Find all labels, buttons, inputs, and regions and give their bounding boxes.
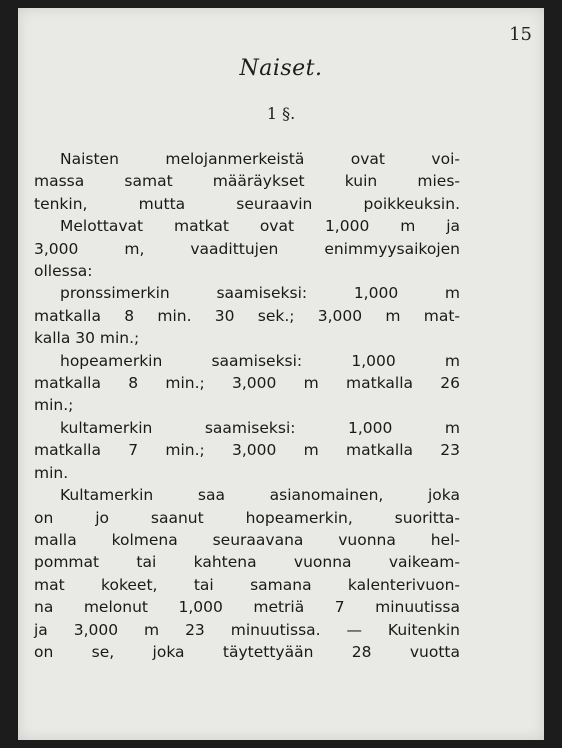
text-line: pronssimerkin saamiseksi: 1,000 m [60,284,460,303]
text-line: Kultamerkin saa asianomainen, joka [60,486,460,505]
page-number: 15 [509,24,532,45]
text-line: hopeamerkin saamiseksi: 1,000 m [60,351,460,370]
text-line: matkalla 8 min.; 3,000 m matkalla 26 [34,374,460,393]
text-line: na melonut 1,000 metriä 7 minuutissa [34,598,460,617]
text-line: ollessa: [34,262,93,281]
book-page [18,8,544,740]
text-line: Naisten melojanmerkeistä ovat voi- [60,150,460,168]
text-line: on jo saanut hopeamerkin, suoritta- [34,508,460,527]
section-heading: 1 §. [266,104,296,123]
text-line: mat kokeet, tai samana kalenterivuon- [34,575,460,594]
text-line: kultamerkin saamiseksi: 1,000 m [60,418,460,437]
text-line: malla kolmena seuraavana vuonna hel- [34,530,460,549]
text-line: pommat tai kahtena vuonna vaikeam- [34,553,460,572]
text-line: min.; [34,396,74,415]
body-text [34,148,460,663]
text-line: ja 3,000 m 23 minuutissa. — Kuitenkin [34,620,460,639]
text-line: on se, joka täytettyään 28 vuotta [34,642,460,661]
chapter-title: Naiset. [239,56,323,81]
text-line: kalla 30 min.; [34,329,140,348]
text-line: min. [34,463,69,482]
text-line: tenkin, mutta seuraavin poikkeuksin. [34,194,460,213]
text-line: Melottavat matkat ovat 1,000 m ja [60,217,460,236]
text-line: massa samat määräykset kuin mies- [34,172,460,191]
text-line: 3,000 m, vaadittujen enimmyysaikojen [34,239,460,258]
text-line: matkalla 8 min. 30 sek.; 3,000 m mat- [34,306,460,325]
text-line: matkalla 7 min.; 3,000 m matkalla 23 [34,441,460,460]
